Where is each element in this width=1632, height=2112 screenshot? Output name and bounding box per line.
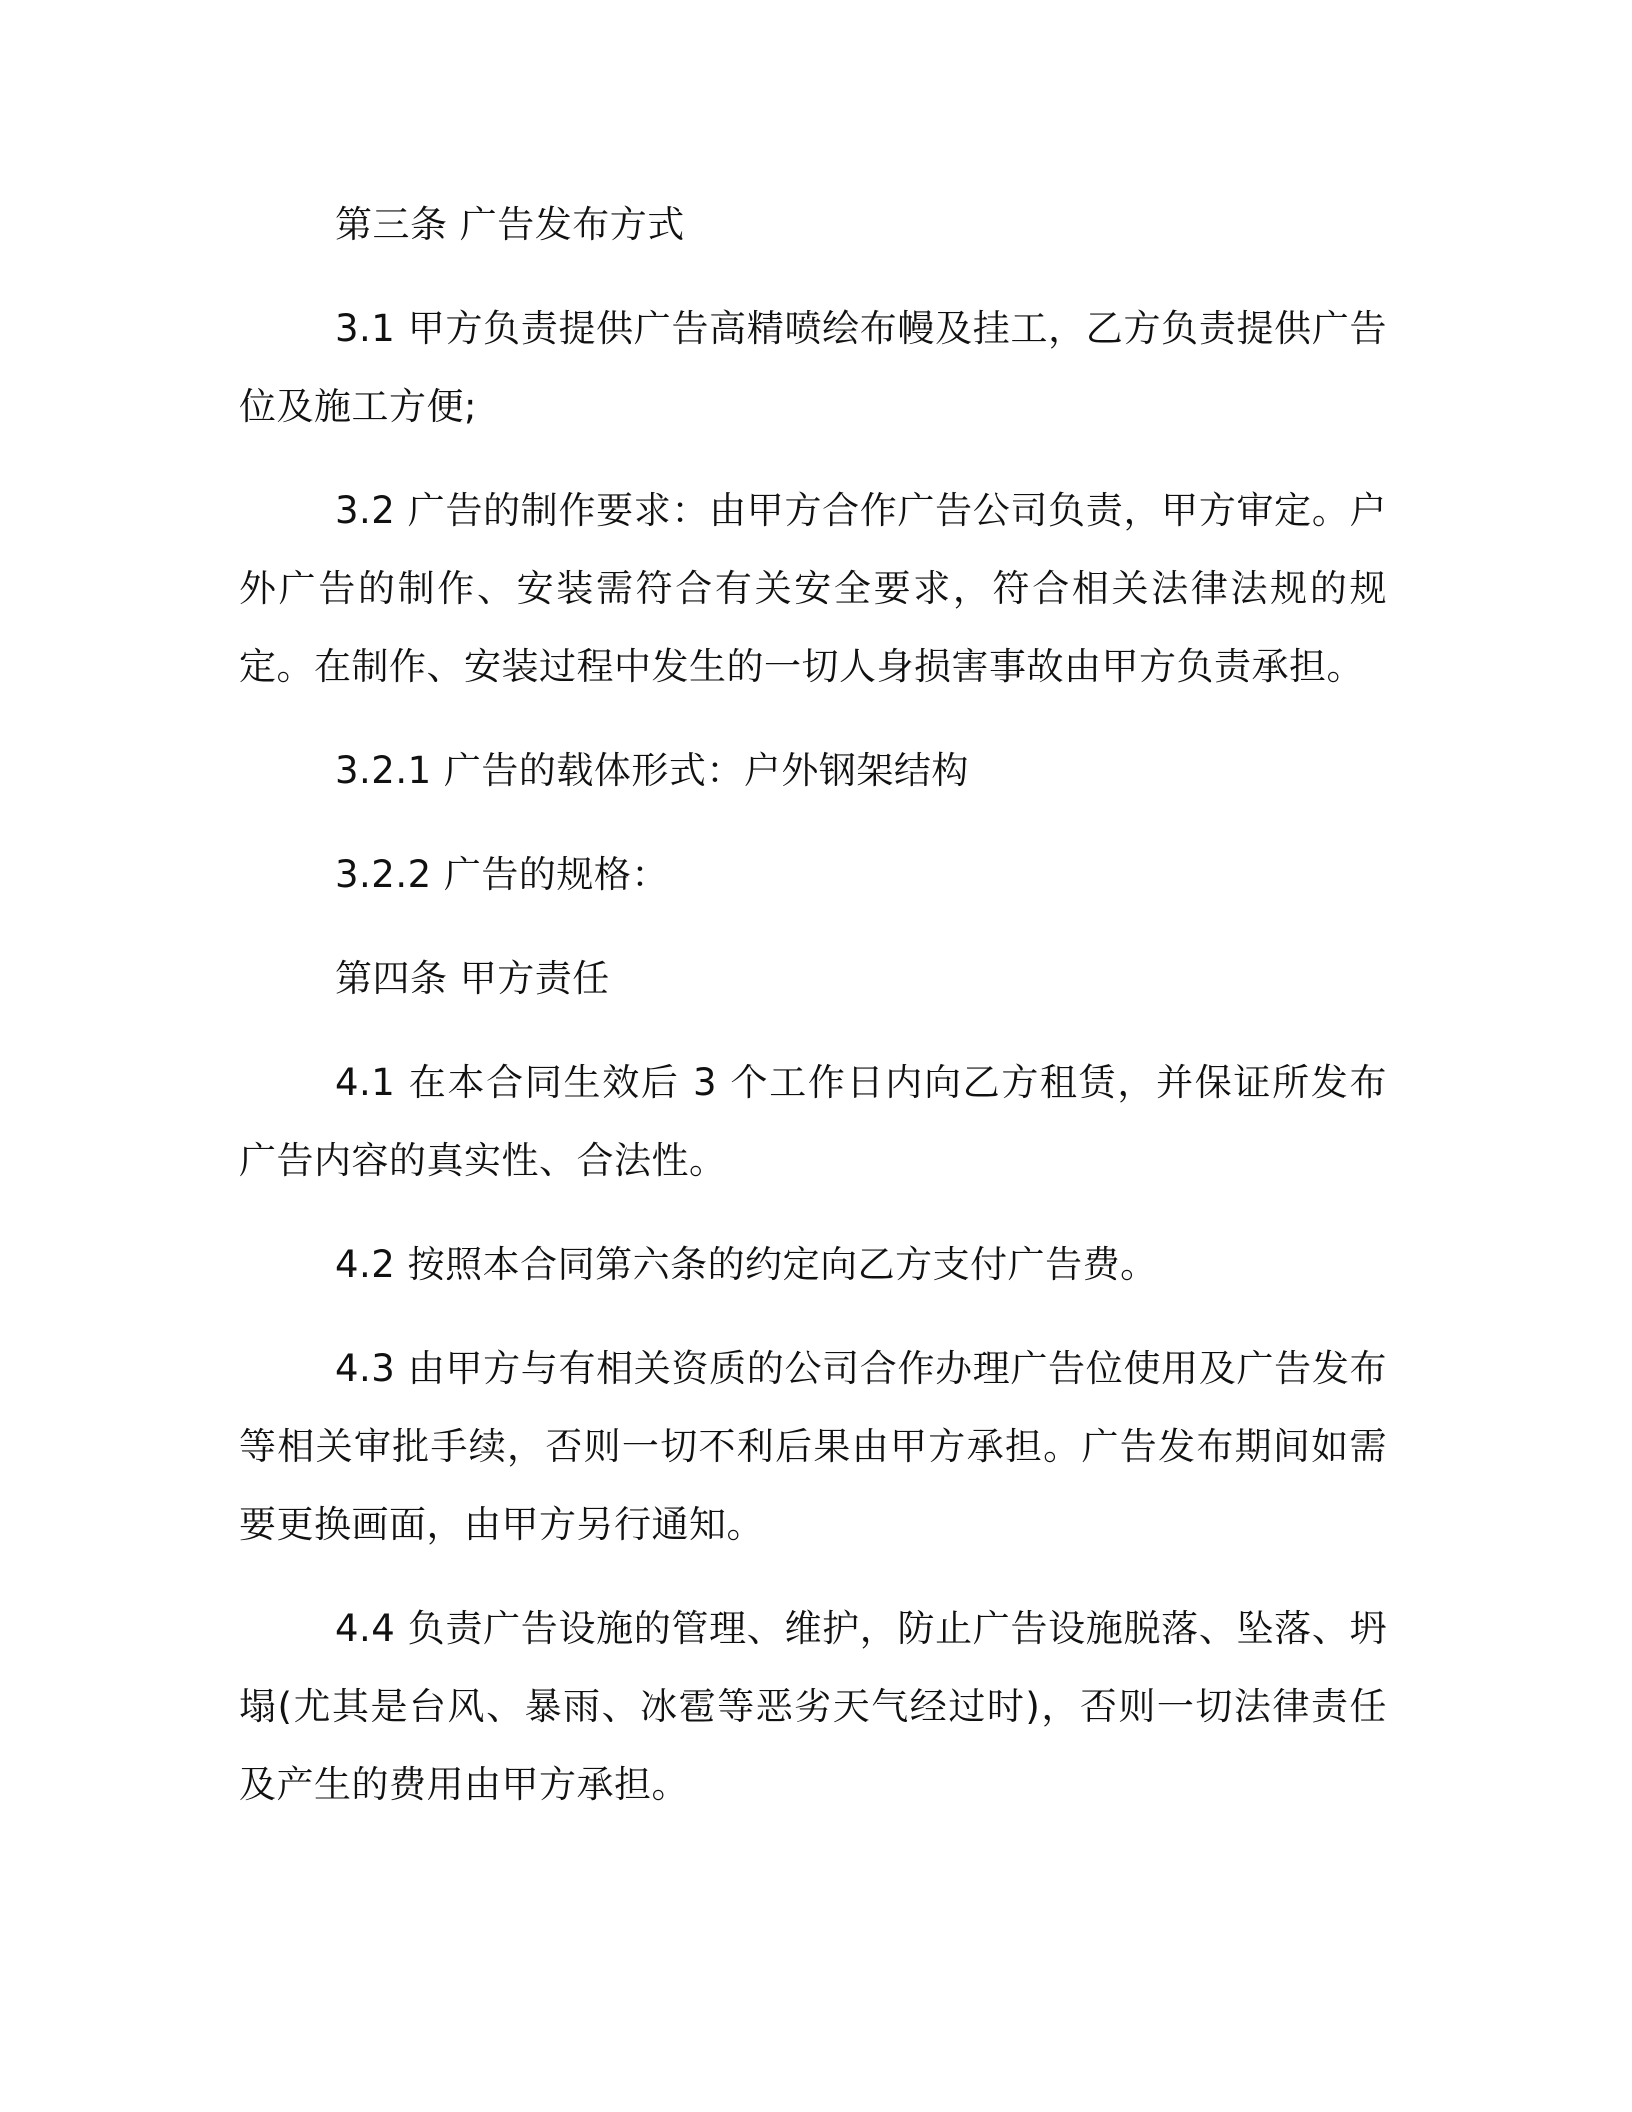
clause-4-1: 4.1 在本合同生效后 3 个工作日内向乙方租赁，并保证所发布广告内容的真实性、合法性。 <box>239 1061 1387 1182</box>
clause-3-1: 3.1 甲方负责提供广告高精喷绘布幔及挂工，乙方负责提供广告位及施工方便; <box>239 307 1387 428</box>
clause-4-4: 4.4 负责广告设施的管理、维护，防止广告设施脱落、坠落、坍塌(尤其是台风、暴雨、冰雹等恶劣天气经过时)，否则一切法律责任及产生的费用由甲方承担。 <box>239 1607 1387 1806</box>
article-4-heading: 第四条 甲方责任 <box>335 957 610 1000</box>
clause-4-3: 4.3 由甲方与有相关资质的公司合作办理广告位使用及广告发布等相关审批手续，否则一切不利后果由甲方承担。广告发布期间如需要更换画面，由甲方另行通知。 <box>239 1347 1387 1546</box>
clause-3-2: 3.2 广告的制作要求：由甲方合作广告公司负责，甲方审定。户外广告的制作、安装需符合有关安全要求，符合相关法律法规的规定。在制作、安装过程中发生的一切人身损害事故由甲方负责承担。 <box>239 489 1387 688</box>
clause-3-2-2: 3.2.2 广告的规格： <box>335 853 669 896</box>
article-3-heading: 第三条 广告发布方式 <box>335 203 685 246</box>
clause-4-2: 4.2 按照本合同第六条的约定向乙方支付广告费。 <box>335 1243 1158 1286</box>
clause-3-2-1: 3.2.1 广告的载体形式：户外钢架结构 <box>335 749 969 792</box>
document-body <box>239 186 1387 1850</box>
